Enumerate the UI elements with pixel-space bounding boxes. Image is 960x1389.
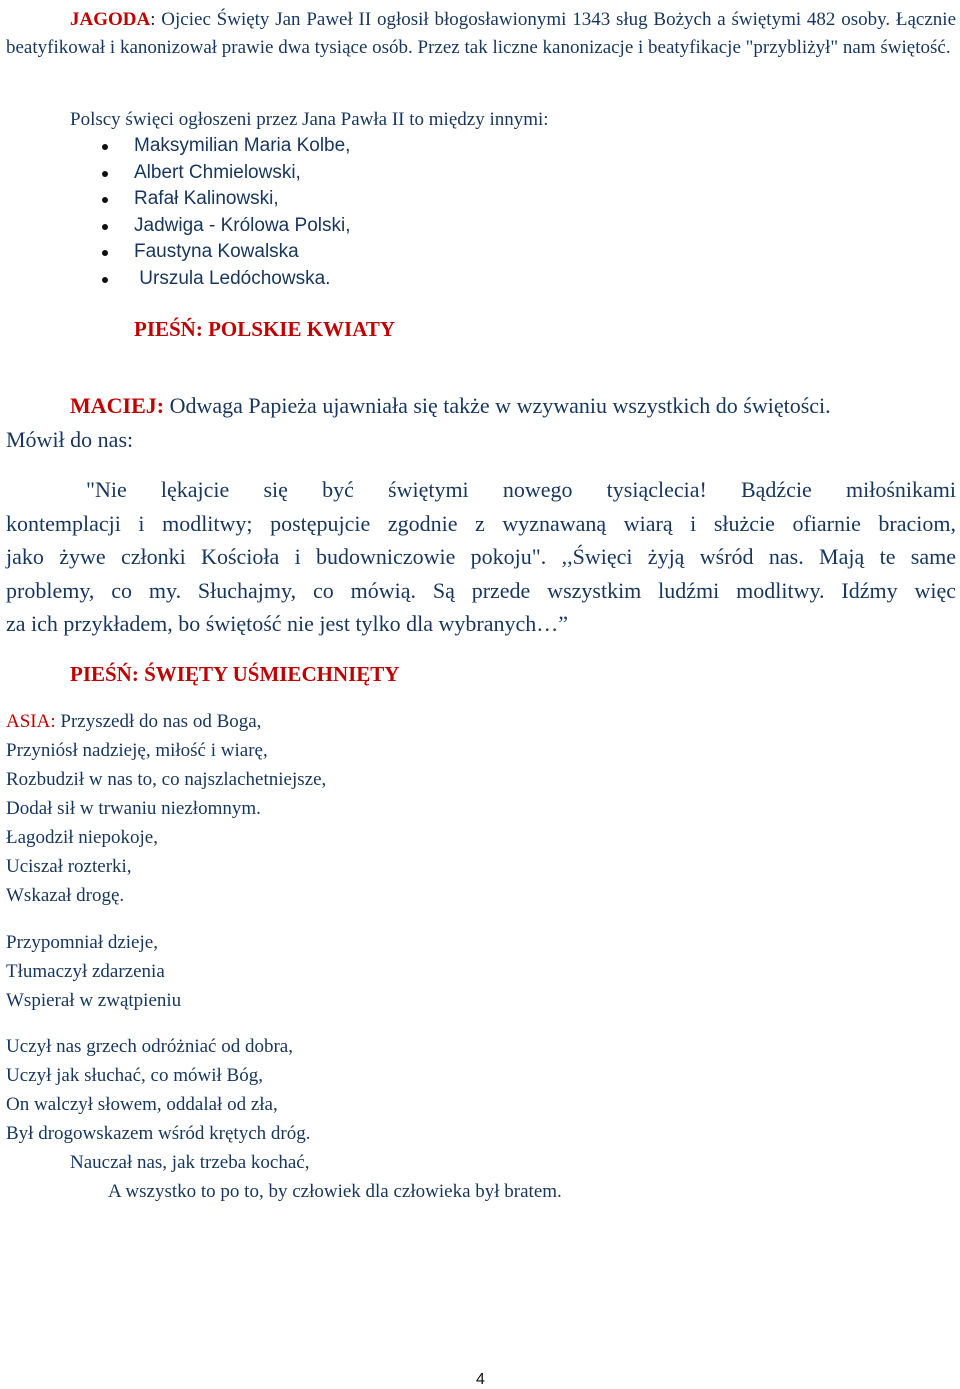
quote-line-1: "Nie lękajcie się być świętymi nowego tysiąclecia! Bądźcie miłośnikami [86, 477, 956, 502]
list-item: Jadwiga - Królowa Polski, [96, 213, 350, 240]
poem-line: Wskazał drogę. [6, 885, 125, 906]
poem-line: ASIA: Przyszedł do nas od Boga, [6, 711, 262, 732]
bullet-icon [102, 250, 108, 256]
bullet-icon [102, 197, 108, 203]
saints-intro: Polscy święci ogłoszeni przez Jana Pawła II to między innymi: [70, 109, 549, 130]
list-item: Urszula Ledóchowska. [96, 266, 350, 293]
poem-line: Uciszał rozterki, [6, 856, 132, 877]
maciej-line-1: Odwaga Papieża ujawniała się także w wzywaniu wszystkich do świętości. [164, 393, 831, 418]
song-title-polskie-kwiaty: PIEŚŃ: POLSKIE KWIATY [134, 317, 395, 341]
poem-line: Uczył nas grzech odróżniać od dobra, [6, 1036, 293, 1057]
poem-line: Przyniósł nadzieję, miłość i wiarę, [6, 740, 268, 761]
quote-line-3: jako żywe członki Kościoła i budowniczowie pokoju". ,,Święci żyją wśród nas. Mają te same [6, 544, 956, 569]
bullet-icon [102, 171, 108, 177]
quote-line-2: kontemplacji i modlitwy; postępujcie zgodnie z wyznawaną wiarą i służcie ofiarnie braciom, [6, 510, 956, 536]
poem-line: On walczył słowem, oddalał od zła, [6, 1094, 278, 1115]
poem-stanza-3 [6, 1032, 562, 1206]
poem-line: Wspierał w zwątpieniu [6, 990, 182, 1011]
poem-line: Przypomniał dzieje, [6, 932, 158, 953]
poem-line: Nauczał nas, jak trzeba kochać, [70, 1152, 310, 1173]
paragraph-jagoda [6, 6, 956, 62]
bullet-icon [102, 144, 108, 150]
poem-line: Był drogowskazem wśród krętych dróg. [6, 1123, 311, 1144]
list-item: Faustyna Kowalska [96, 239, 350, 266]
list-item: Maksymilian Maria Kolbe, [96, 133, 350, 160]
page-number: 4 [476, 1371, 485, 1388]
speaker-maciej: MACIEJ: [70, 393, 165, 418]
poem-line: Dodał sił w trwaniu niezłomnym. [6, 798, 261, 819]
bullet-icon [102, 224, 108, 230]
bullet-icon [102, 277, 108, 283]
list-item: Rafał Kalinowski, [96, 186, 350, 213]
paragraph-jagoda-text: Ojciec Święty Jan Paweł II ogłosił błogosławionymi 1343 sług Bożych a świętymi 482 osoby. Łącznie beatyfikował i kanonizował prawie dwa tysiące osób. Przez tak liczne kanonizacje i beatyfikacje "przybliżył" nam świętość. [6, 9, 956, 58]
poem-line: Tłumaczył zdarzenia [6, 961, 165, 982]
speaker-asia: ASIA: [6, 711, 56, 732]
poem-stanza-1 [6, 707, 326, 910]
speaker-colon: : [150, 9, 156, 30]
speaker-jagoda: JAGODA [70, 9, 151, 30]
list-item: Albert Chmielowski, [96, 160, 350, 187]
poem-stanza-2 [6, 928, 181, 1015]
papal-quote [6, 473, 956, 641]
poem-line: Łagodził niepokoje, [6, 827, 158, 848]
poem-line: Uczył jak słuchać, co mówił Bóg, [6, 1065, 263, 1086]
maciej-line-2: Mówił do nas: [6, 427, 134, 452]
poem-line: A wszystko to po to, by człowiek dla człowieka był bratem. [108, 1181, 562, 1202]
paragraph-maciej [6, 389, 956, 457]
quote-line-5: za ich przykładem, bo świętość nie jest tylko dla wybranych…” [6, 611, 569, 636]
saints-list [96, 133, 350, 292]
quote-line-4: problemy, co my. Słuchajmy, co mówią. Są przede wszystkim ludźmi modlitwy. Idźmy więc [6, 577, 956, 603]
poem-line: Rozbudził w nas to, co najszlachetniejsze, [6, 769, 327, 790]
song-title-swiety-usmiechniety: PIEŚŃ: ŚWIĘTY UŚMIECHNIĘTY [70, 662, 400, 686]
